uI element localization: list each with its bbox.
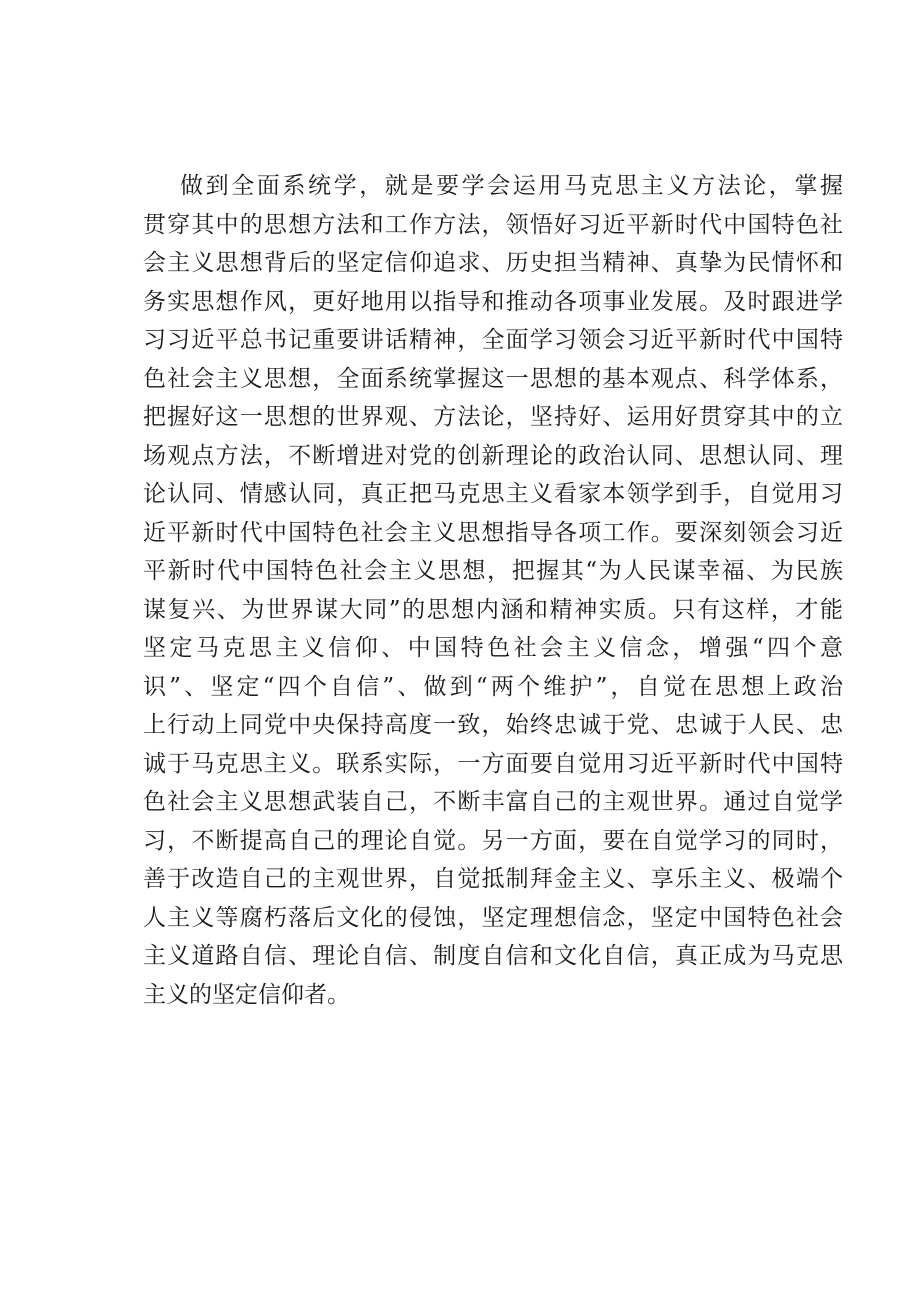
paragraph-line: 务实思想作风，更好地用以指导和推动各项事业发展。及时跟进学 xyxy=(143,288,843,315)
paragraph-line: 习习近平总书记重要讲话精神，全面学习领会习近平新时代中国特 xyxy=(143,327,843,353)
paragraph-line: 主义道路自信、理论自信、制度自信和文化自信，真正成为马克思 xyxy=(143,943,843,969)
paragraph-line: 色社会主义思想武装自己，不断丰富自己的主观世界。通过自觉学 xyxy=(143,789,843,815)
paragraph-line: 识”、坚定“四个自信”、做到“两个维护”，自觉在思想上政治 xyxy=(143,673,843,700)
paragraph-line: 近平新时代中国特色社会主义思想指导各项工作。要深刻领会习近 xyxy=(143,519,843,546)
paragraph-line: 主义的坚定信仰者。 xyxy=(143,981,350,1008)
paragraph-line: 上行动上同党中央保持高度一致，始终忠诚于党、忠诚于人民、忠 xyxy=(143,712,843,738)
paragraph-line: 平新时代中国特色社会主义思想，把握其“为人民谋幸福、为民族 xyxy=(143,558,843,584)
paragraph-line: 贯穿其中的思想方法和工作方法，领悟好习近平新时代中国特色社 xyxy=(143,211,843,238)
paragraph-line: 谋复兴、为世界谋大同”的思想内涵和精神实质。只有这样，才能 xyxy=(143,596,843,623)
paragraph-line: 会主义思想背后的坚定信仰追求、历史担当精神、真挚为民情怀和 xyxy=(143,250,843,276)
paragraph-line: 人主义等腐朽落后文化的侵蚀，坚定理想信念，坚定中国特色社会 xyxy=(143,904,843,931)
paragraph-line: 做到全面系统学，就是要学会运用马克思主义方法论，掌握 xyxy=(180,173,843,199)
body-paragraph xyxy=(143,167,843,1014)
paragraph-line: 诚于马克思主义。联系实际，一方面要自觉用习近平新时代中国特 xyxy=(143,750,843,777)
paragraph-line: 把握好这一思想的世界观、方法论，坚持好、运用好贯穿其中的立 xyxy=(143,404,843,430)
paragraph-line: 习，不断提高自己的理论自觉。另一方面，要在自觉学习的同时， xyxy=(143,827,843,854)
paragraph-line: 坚定马克思主义信仰、中国特色社会主义信念，增强“四个意 xyxy=(143,635,843,661)
paragraph-line: 色社会主义思想，全面系统掌握这一思想的基本观点、科学体系， xyxy=(143,365,843,392)
paragraph-line: 论认同、情感认同，真正把马克思主义看家本领学到手，自觉用习 xyxy=(143,481,843,507)
paragraph-line: 场观点方法，不断增进对党的创新理论的政治认同、思想认同、理 xyxy=(143,442,843,469)
paragraph-line: 善于改造自己的主观世界，自觉抵制拜金主义、享乐主义、极端个 xyxy=(143,866,843,892)
